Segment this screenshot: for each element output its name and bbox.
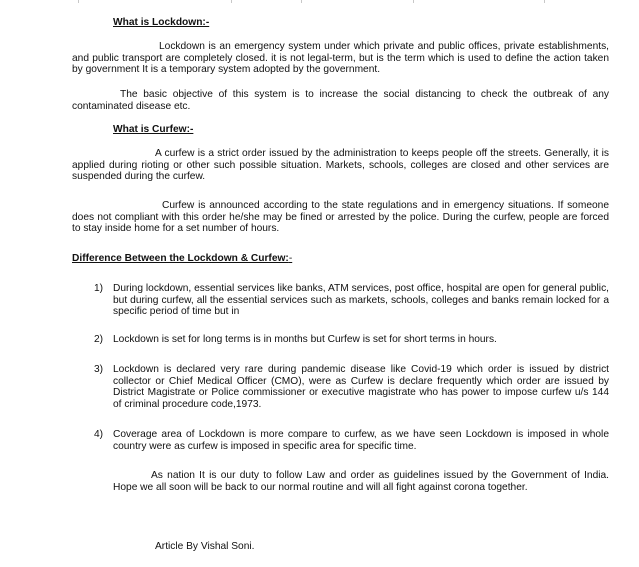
lockdown-heading: What is Lockdown:- [113, 17, 210, 28]
curfew-heading: What is Curfew:- [113, 124, 194, 135]
list-item: Lockdown is declared very rare during pandemic disease like Covid-19 which order is issued by district collector or Chief Medical Officer (CMO), were as Curfew is declare frequently which order are issued by District Magistrate or Police commissioner or executive magistrate who has power to impose curfew u/s 144 of criminal procedure code,1973. [113, 364, 609, 410]
list-item: During lockdown, essential services like banks, ATM services, post office, hospital are open for general public, but during curfew, all the essential services such as markets, schools, colleges and banks remain locked for a specific period of time but in [113, 283, 609, 318]
difference-heading-suffix: - [288, 253, 293, 264]
ruler-tick [301, 0, 302, 3]
lockdown-paragraph-2: The basic objective of this system is to increase the social distancing to check the outbreak of any contaminated disease etc. [72, 89, 609, 112]
lockdown-paragraph-1: Lockdown is an emergency system under which private and public offices, private establishments, and public transport are completely closed. it is not legal-term, but is the term which is used to define the action taken by government It is a temporary system adopted by the government. [72, 41, 609, 76]
page-top-edge [0, 0, 639, 3]
closing-paragraph: As nation It is our duty to follow Law and order as guidelines issued by the Government of India. Hope we all soon will be back to our normal routine and will all fight against corona together. [113, 470, 609, 493]
author-signature: Article By Vishal Soni. [155, 541, 255, 552]
curfew-paragraph-1: A curfew is a strict order issued by the administration to keeps people off the streets. Generally, it is applied during rioting or other such possible situation. Markets, schools, colleges are closed and other services are suspended during the curfew. [72, 148, 609, 183]
ruler-tick [78, 0, 79, 3]
list-item-number: 3) [94, 364, 104, 375]
list-item: Coverage area of Lockdown is more compare to curfew, as we have seen Lockdown is imposed in whole country were as curfew is imposed in specific area for specific time. [113, 429, 609, 452]
list-item: Lockdown is set for long terms is in months but Curfew is set for short terms in hours. [113, 334, 497, 345]
list-item-number: 4) [94, 429, 104, 440]
curfew-paragraph-2: Curfew is announced according to the state regulations and in emergency situations. If someone does not compliant with this order he/she may be fined or arrested by the police. During the curfew, people are forced to stay inside home for a set number of hours. [72, 200, 609, 235]
ruler-tick [544, 0, 545, 3]
difference-heading [72, 253, 292, 265]
difference-heading-text: Difference Between the Lockdown & Curfew: [72, 253, 289, 264]
ruler-tick [231, 0, 232, 3]
ruler-tick [413, 0, 414, 3]
list-item-number: 2) [94, 334, 104, 345]
list-item-number: 1) [94, 283, 104, 294]
